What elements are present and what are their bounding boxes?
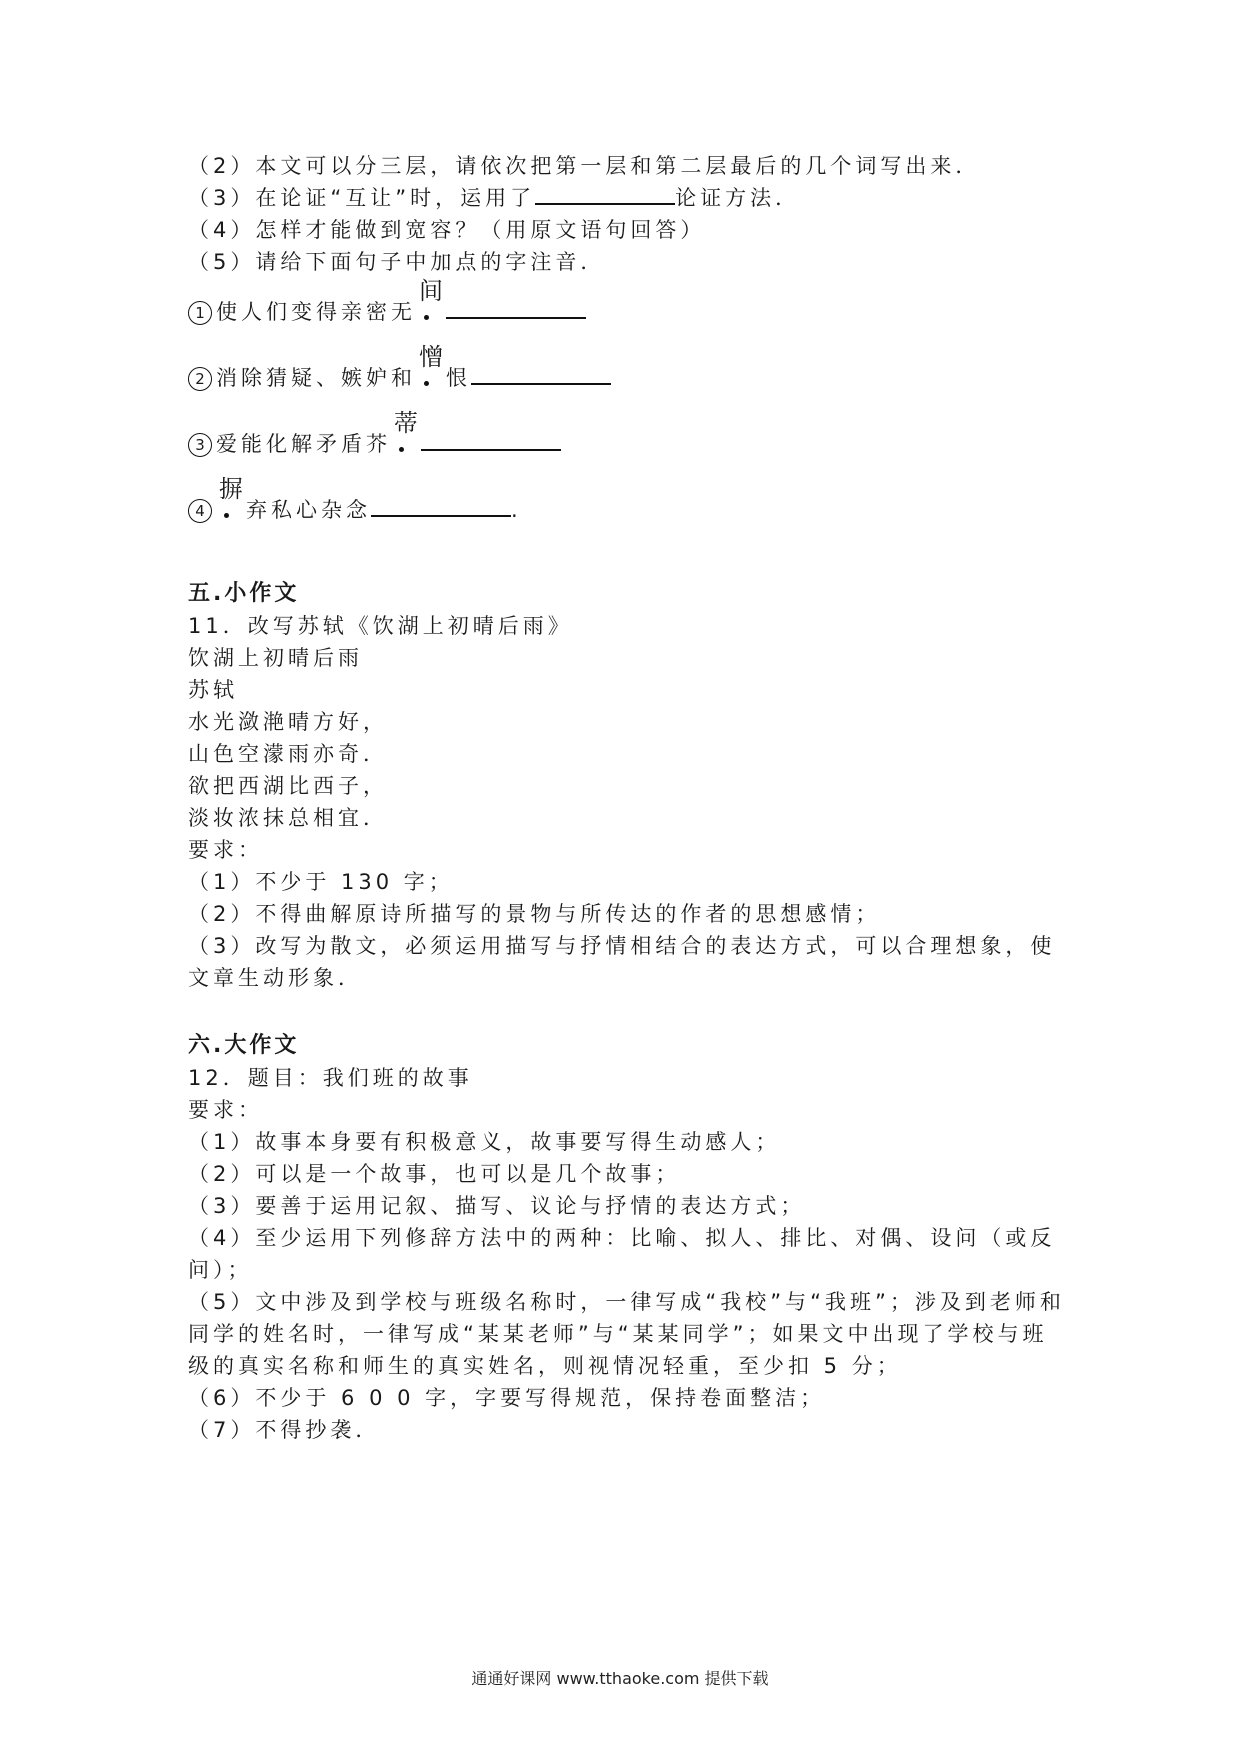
section-heading: 五.小作文	[188, 581, 300, 606]
requirement: （7）不得抄袭．	[188, 1418, 381, 1442]
pinyin-item-1: 1 使人们变得亲密无间	[188, 278, 1068, 344]
requirement: （1）不少于 130 字；	[188, 870, 454, 894]
question-4-3: （3）在论证“互让”时，运用了 论证方法．	[188, 182, 1068, 214]
pinyin-item-2: 2 消除猜疑、嫉妒和憎恨	[188, 344, 1068, 410]
answer-blank	[446, 297, 586, 319]
dotted-char: 间	[419, 271, 443, 306]
poem-line: 淡妆浓抹总相宜．	[188, 806, 388, 830]
requirements-label: 要求：	[188, 838, 263, 862]
requirement: （1）故事本身要有积极意义，故事要写得生动感人；	[188, 1130, 781, 1154]
section-heading: 六.大作文	[188, 1033, 300, 1058]
poem-author: 苏轼	[188, 678, 238, 702]
question-4-2: （2）本文可以分三层，请依次把第一层和第二层最后的几个词写出来．	[188, 154, 981, 178]
dotted-char: 蒂	[394, 403, 418, 438]
answer-blank	[535, 183, 675, 205]
pinyin-item-3: 3 爱能化解矛盾芥蒂	[188, 410, 1068, 476]
answer-blank	[421, 429, 561, 451]
question-11: 11．改写苏轼《饮湖上初晴后雨》	[188, 614, 573, 638]
requirement: （2）可以是一个故事，也可以是几个故事；	[188, 1162, 681, 1186]
question-4-4: （4）怎样才能做到宽容？（用原文语句回答）	[188, 218, 706, 242]
requirement: （5）文中涉及到学校与班级名称时，一律写成“我校”与“我班”；涉及到老师和同学的姓名时，一律写成“某某老师”与“某某同学”；如果文中出现了学校与班级的真实名称和师生的真实姓名，则视情况轻重，至少扣 5 分；	[188, 1290, 1065, 1378]
requirement: （2）不得曲解原诗所描写的景物与所传达的作者的思想感情；	[188, 902, 881, 926]
poem-line: 山色空濛雨亦奇．	[188, 742, 388, 766]
poem-line: 欲把西湖比西子，	[188, 774, 388, 798]
requirement: （6）不少于 6 0 0 字，字要写得规范，保持卷面整洁；	[188, 1386, 826, 1410]
question-12: 12．题目：我们班的故事	[188, 1066, 473, 1090]
answer-blank	[471, 363, 611, 385]
poem-line: 水光潋滟晴方好，	[188, 710, 388, 734]
document-body	[188, 150, 1068, 1446]
dotted-char: 憎	[419, 337, 443, 372]
requirement: （3）改写为散文，必须运用描写与抒情相结合的表达方式，可以合理想象，使文章生动形象．	[188, 934, 1056, 990]
requirement: （4）至少运用下列修辞方法中的两种：比喻、拟人、排比、对偶、设问（或反问）；	[188, 1226, 1056, 1282]
poem-title: 饮湖上初晴后雨	[188, 646, 363, 670]
pinyin-item-4: 4摒弃私心杂念 .	[188, 476, 1068, 542]
question-4-5: （5）请给下面句子中加点的字注音．	[188, 250, 606, 274]
dotted-char: 摒	[219, 469, 243, 504]
requirements-label: 要求：	[188, 1098, 263, 1122]
requirement: （3）要善于运用记叙、描写、议论与抒情的表达方式；	[188, 1194, 806, 1218]
answer-blank	[371, 495, 511, 517]
footer-source: 通通好课网 www.tthaoke.com 提供下载	[471, 1669, 769, 1688]
